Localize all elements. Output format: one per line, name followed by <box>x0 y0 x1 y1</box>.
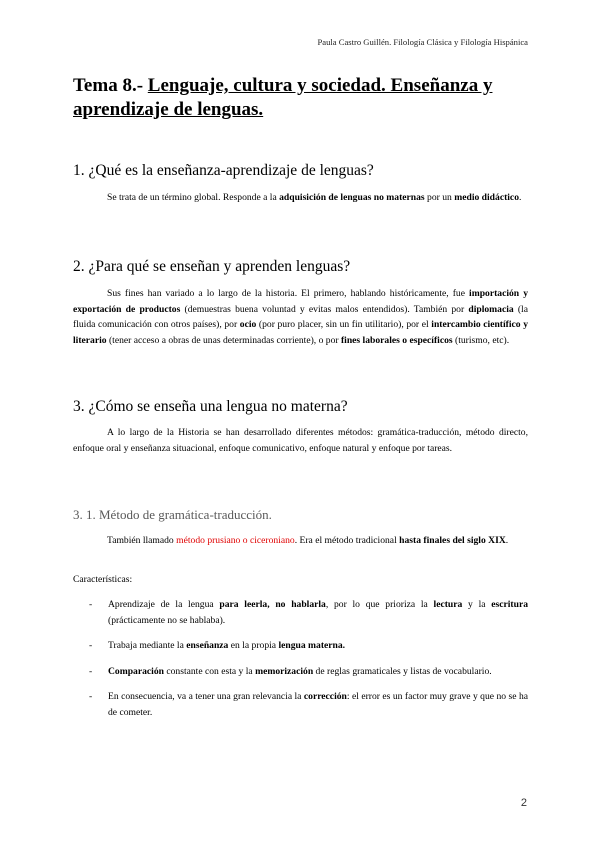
text-run: Sus fines han variado a lo largo de la historia. El primero, hablando históricamente, fue <box>107 288 470 299</box>
bold-run: diplomacia <box>468 303 514 315</box>
list-item <box>73 664 528 680</box>
bold-run: memorización <box>255 665 314 677</box>
document-title <box>73 74 528 122</box>
bold-run: lectura <box>433 599 463 610</box>
dash-marker: - <box>89 640 93 651</box>
bold-run: escritura <box>491 599 529 610</box>
list-item <box>73 597 528 628</box>
bold-run: ocio <box>239 319 257 330</box>
bold-run: adquisición de lenguas no maternas <box>279 192 425 203</box>
text-run: . <box>505 535 509 546</box>
list-item <box>73 638 528 654</box>
text-run: (prácticamente no se hablaba). <box>108 614 226 626</box>
text-run: . Era el método tradicional <box>294 535 400 546</box>
bold-run: importación y exportación de productos <box>73 288 528 315</box>
text-run: constante con esta y la <box>163 665 256 677</box>
running-header: Paula Castro Guillén. Filología Clásica y Filología Hispánica <box>317 37 528 47</box>
section-2-heading: 2. ¿Para qué se enseñan y aprenden lenguas? <box>73 258 351 275</box>
bold-run: para leerla, no hablarla <box>219 599 326 610</box>
title-underlined: Lenguaje, cultura y sociedad. Enseñanza y aprendizaje de lenguas. <box>73 75 493 120</box>
caracteristicas-label: Características: <box>73 574 133 585</box>
text-run: (demuestras buena voluntad y evitas malos entendidos). También por <box>180 303 469 315</box>
bold-run: Comparación <box>108 665 164 677</box>
dash-marker: - <box>89 691 93 702</box>
bold-run: intercambio científico y literario <box>73 319 528 346</box>
text-run: en la propia <box>228 640 279 651</box>
list-item <box>73 689 528 720</box>
dash-marker: - <box>89 599 93 610</box>
text-run: . <box>519 192 522 203</box>
section-3-1-heading: 3. 1. Método de gramática-traducción. <box>73 507 272 522</box>
section-1-paragraph <box>73 190 528 206</box>
bold-run: fines laborales o específicos <box>340 334 453 346</box>
section-3-paragraph: A lo largo de la Historia se han desarrollado diferentes métodos: gramática-traducción, método directo, enfoque oral y enseñanza situacional, enfoque comunicativo, enfoque natural y enfoque por tareas. <box>73 427 528 454</box>
text-run: y la <box>462 599 492 610</box>
bold-run: medio didáctico <box>454 192 519 203</box>
text-run: (turismo, etc). <box>452 334 510 346</box>
dash-marker: - <box>89 665 93 677</box>
text-run: (la fluida comunicación con otros países), por <box>73 303 528 330</box>
text-run: Aprendizaje de la lengua <box>108 599 220 610</box>
bold-run: enseñanza <box>186 640 229 651</box>
caracteristicas-list <box>73 597 528 720</box>
bold-run: corrección <box>303 691 347 702</box>
text-run: , por lo que prioriza la <box>325 599 434 610</box>
text-run: por un <box>424 192 455 203</box>
text-run: de reglas gramaticales y listas de vocabulario. <box>313 665 492 677</box>
bold-run: hasta finales del siglo XIX <box>399 535 506 546</box>
text-run: Trabaja mediante la <box>108 640 187 651</box>
section-3-heading: 3. ¿Cómo se enseña una lengua no materna? <box>73 398 348 415</box>
bold-run: lengua materna. <box>278 640 346 651</box>
section-1-heading: 1. ¿Qué es la enseñanza-aprendizaje de lenguas? <box>73 162 374 179</box>
text-run: También llamado <box>107 535 177 546</box>
text-run: Se trata de un término global. Responde a la <box>107 192 280 203</box>
page-number: 2 <box>520 797 527 809</box>
title-prefix: Tema 8.- <box>73 75 148 96</box>
text-run: : el error es un factor muy grave y que no se ha de cometer. <box>108 691 528 718</box>
text-run: (tener acceso a obras de unas determinadas corriente), o por <box>106 334 341 346</box>
section-2-paragraph <box>73 286 528 348</box>
text-run: (por puro placer, sin un fin utilitario), por el <box>256 319 432 330</box>
section-3-1-paragraph <box>73 533 528 549</box>
text-run: En consecuencia, va a tener una gran relevancia la <box>108 691 304 702</box>
highlighted-run: método prusiano o ciceroniano <box>176 535 295 546</box>
